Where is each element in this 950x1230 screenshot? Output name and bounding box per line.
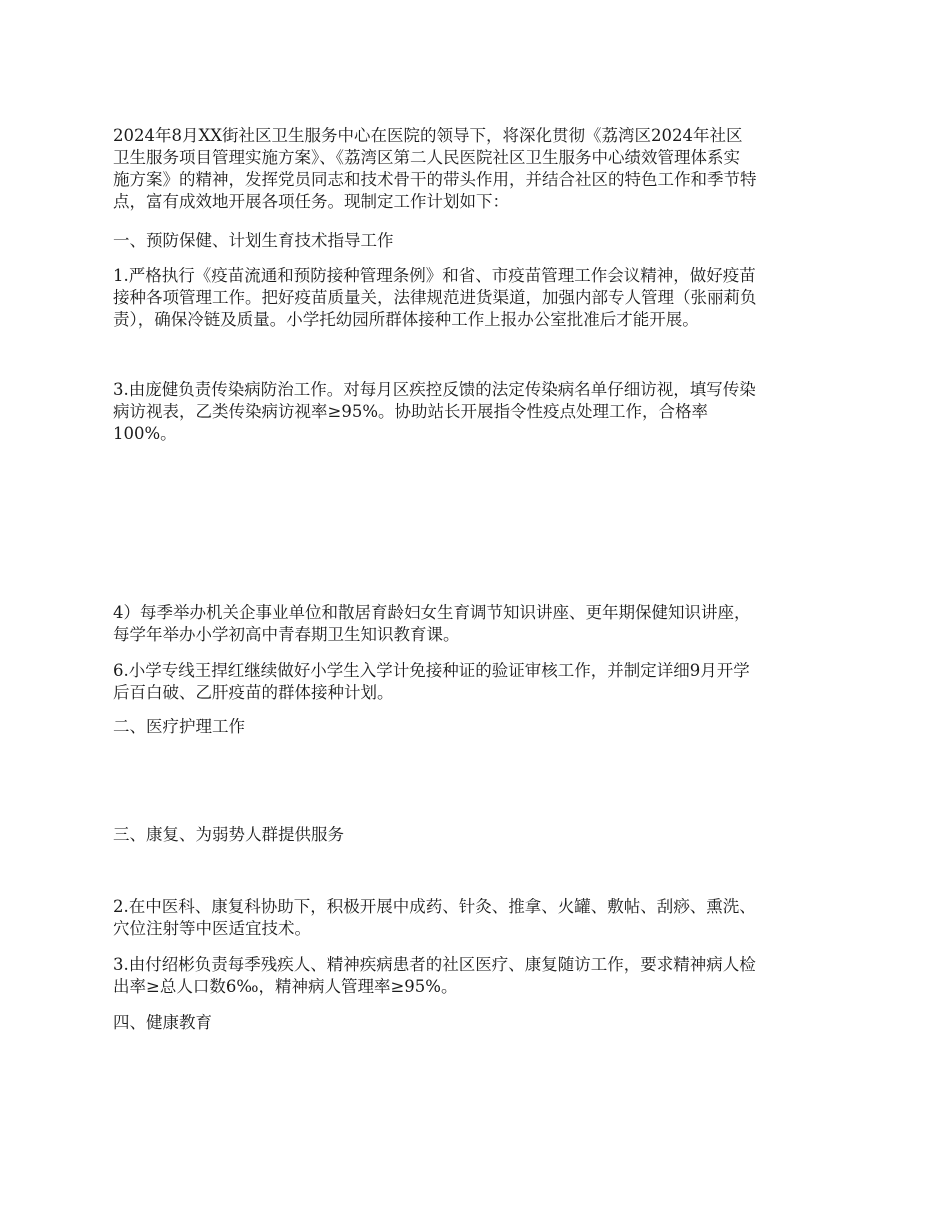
section-heading-prevention: 一、预防保健、计划生育技术指导工作 (113, 231, 394, 250)
paragraph-line: 后百白破、乙肝疫苗的群体接种计划。 (113, 683, 394, 702)
section-heading-rehabilitation: 三、康复、为弱势人群提供服务 (113, 825, 344, 844)
section-heading-medical-care: 二、医疗护理工作 (113, 717, 245, 736)
paragraph-line: 病访视表，乙类传染病访视率≥95%。协助站长开展指令性疫点处理工作，合格率 (113, 402, 708, 421)
paragraph-infectious-disease (113, 379, 843, 445)
paragraph-line: 出率≥总人口数6‰，精神病人管理率≥95%。 (113, 977, 458, 996)
paragraph-line: 接种各项管理工作。把好疫苗质量关，法律规范进货渠道，加强内部专人管理（张丽莉负 (113, 288, 757, 307)
paragraph-line: 4）每季举办机关企事业单位和散居育龄妇女生育调节知识讲座、更年期保健知识讲座， (113, 603, 751, 622)
paragraph-line: 每学年举办小学初高中青春期卫生知识教育课。 (113, 625, 460, 644)
paragraph-line: 3.由付绍彬负责每季残疾人、精神疾病患者的社区医疗、康复随访工作，要求精神病人检 (113, 955, 756, 974)
paragraph-line: 2.在中医科、康复科协助下，积极开展中成药、针灸、推拿、火罐、敷帖、刮痧、熏洗、 (113, 897, 756, 916)
intro-line: 2024年8月XX街社区卫生服务中心在医院的领导下，将深化贯彻《荔湾区2024年社区 (113, 126, 743, 145)
paragraph-lectures (113, 602, 843, 646)
section-heading-health-education: 四、健康教育 (113, 1013, 212, 1032)
paragraph-school-vaccination (113, 660, 843, 704)
intro-line: 施方案》的精神，发挥党员同志和技术骨干的带头作用，并结合社区的特色工作和季节特 (113, 170, 757, 189)
paragraph-line: 6.小学专线王捍红继续做好小学生入学计免接种证的验证审核工作，并制定详细9月开学 (113, 661, 750, 680)
intro-paragraph (113, 125, 843, 213)
paragraph-line: 责），确保冷链及质量。小学托幼园所群体接种工作上报办公室批准后才能开展。 (113, 310, 699, 329)
paragraph-mental-health-followup (113, 954, 843, 998)
paragraph-tcm-techniques (113, 896, 843, 940)
paragraph-vaccine-management (113, 265, 843, 331)
paragraph-line: 穴位注射等中医适宜技术。 (113, 919, 311, 938)
intro-line: 卫生服务项目管理实施方案》、《荔湾区第二人民医院社区卫生服务中心绩效管理体系实 (113, 148, 740, 167)
paragraph-line: 100%。 (113, 424, 177, 443)
paragraph-line: 3.由庞健负责传染病防治工作。对每月区疾控反馈的法定传染病名单仔细访视，填写传染 (113, 380, 756, 399)
intro-line: 点，富有成效地开展各项任务。现制定工作计划如下： (113, 192, 509, 211)
paragraph-line: 1.严格执行《疫苗流通和预防接种管理条例》和省、市疫苗管理工作会议精神，做好疫苗 (113, 266, 756, 285)
